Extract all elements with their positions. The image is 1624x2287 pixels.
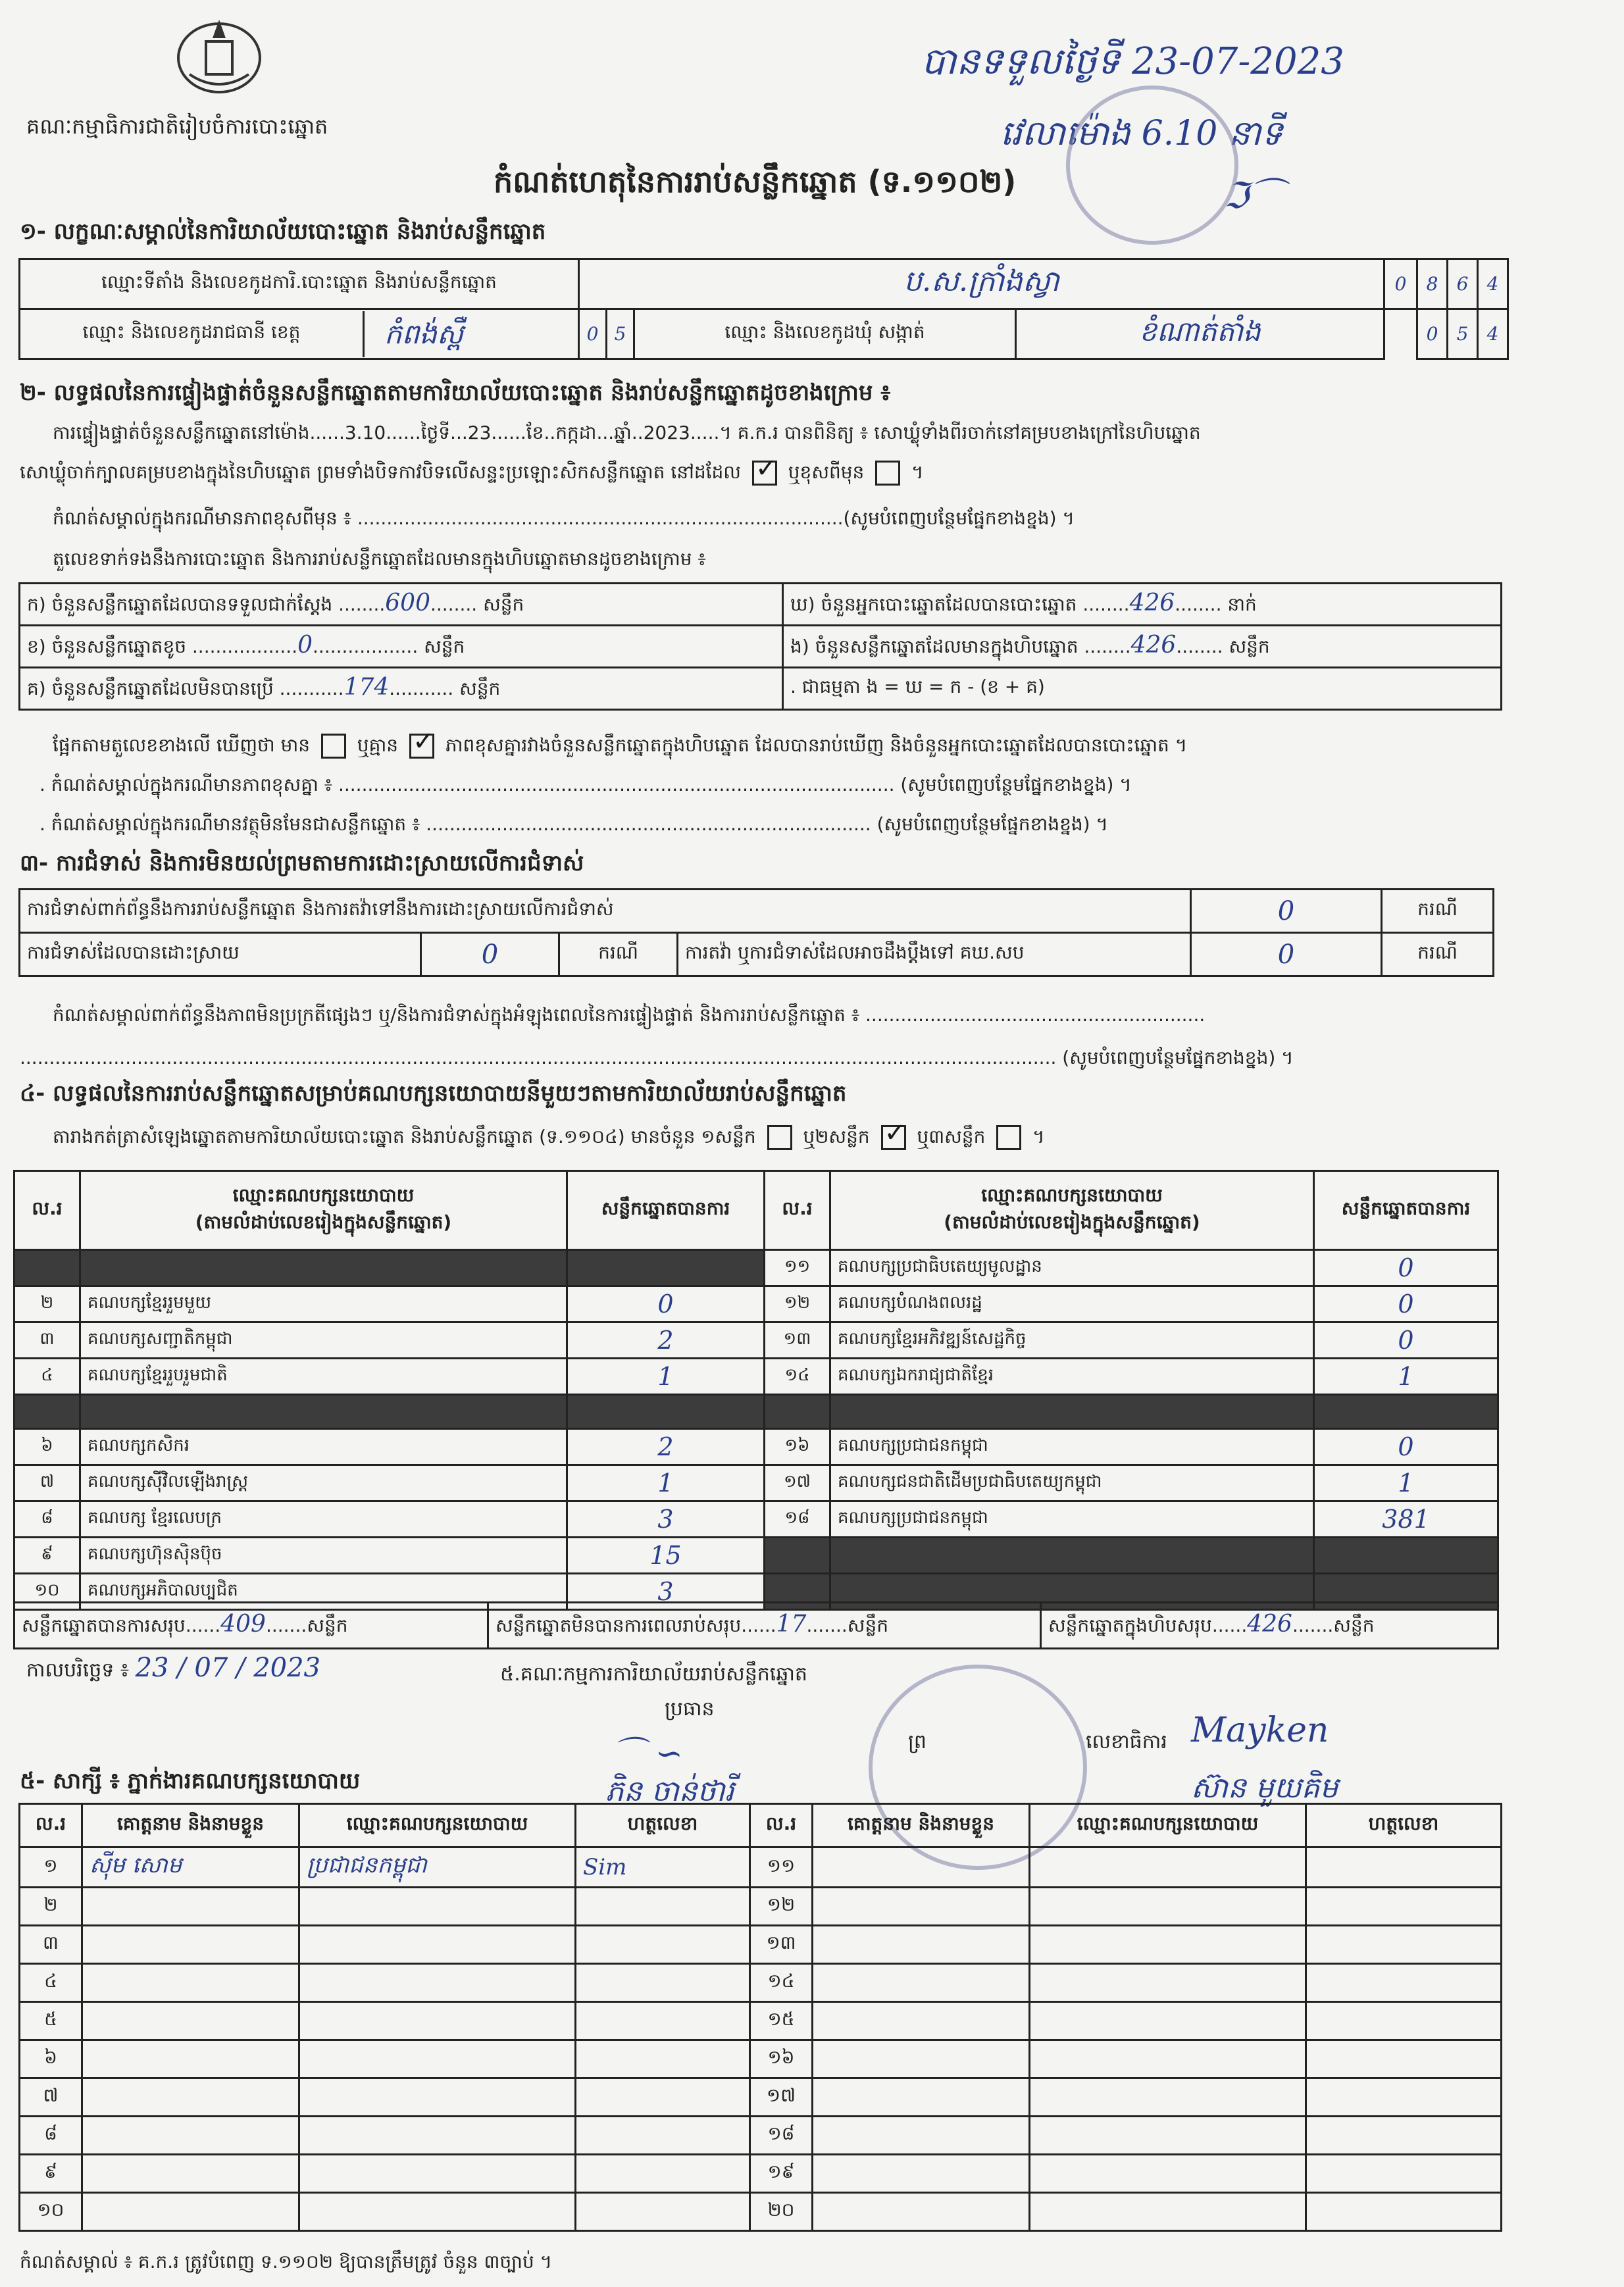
figure-a-value: 600	[385, 589, 430, 616]
result-right-no	[765, 1538, 830, 1574]
president-label: ប្រធាន	[665, 1697, 715, 1721]
secretary-label: លេខាធិការ	[1086, 1730, 1167, 1753]
royal-emblem-icon	[170, 12, 268, 97]
secretary-name: ស៊ាន មួយគិម	[1191, 1771, 1338, 1805]
witness-party[interactable]	[1030, 2002, 1306, 2040]
witness-header-party: ឈ្មោះគណបក្សនយោបាយ	[1030, 1804, 1306, 1847]
province-code-digit: 0	[579, 309, 607, 359]
result-left-name: គណបក្សអភិបាលប្បជិត	[80, 1574, 567, 1610]
result-right-no: ១៣	[765, 1322, 830, 1359]
foreign-object-note: . កំណត់សម្គាល់ក្នុងករណីមានវត្ថុមិនមែនជាសន្លឹកឆ្នោត ៖ ............................................................................ (សូមបំពេញបន្ថែមផ្នែកខាងខ្នង) ។	[39, 813, 1108, 835]
result-left-no: ៨	[14, 1501, 80, 1538]
witness-party[interactable]	[1030, 1926, 1306, 1964]
difference-note: កំណត់សម្គាល់ក្នុងករណីមានភាពខុសពីមុន ៖ ...................................................................................(សូមបំពេញបន្ថែមផ្នែកខាងខ្នង) ។	[53, 507, 1075, 529]
witness-name[interactable]	[813, 2155, 1030, 2193]
witness-no: ៩	[20, 2155, 82, 2193]
result-sheets-line: តារាងកត់ត្រាសំឡេងឆ្នោតតាមការិយាល័យបោះឆ្នោត និងរាប់សន្លឹកឆ្នោត (ទ.១១០៤) មានចំនួន ១សន្លឹក ឬ២សន្លឹក ✓ ឬ៣សន្លឹក ។	[53, 1125, 1045, 1152]
verification-line2: សោឃ្លុំចាក់ក្បាលគម្របខាងក្នុងនៃហិបឆ្នោត ព្រមទាំងបិទកាវបិទលើសន្ទះប្រឡោះសិកសន្លឹកឆ្នោត នៅដដែល ✓ ឬខុសពីមុន ។	[20, 461, 924, 488]
witness-party[interactable]	[299, 2117, 576, 2155]
header-votes: សន្លឹកឆ្នោតបានការ	[1314, 1171, 1498, 1250]
witness-signature[interactable]	[576, 1964, 750, 2002]
result-left-votes: 1	[567, 1359, 765, 1395]
result-left-votes	[567, 1395, 765, 1429]
header-votes: សន្លឹកឆ្នោតបានការ	[567, 1171, 765, 1250]
complaint-row1-label: ការជំទាស់ពាក់ព័ន្ធនឹងការរាប់សន្លឹកឆ្នោត និងការតវ៉ាទៅនឹងការដោះស្រាយលើការជំទាស់	[20, 890, 1191, 933]
commune-label: ឈ្មោះ និងលេខកូដឃុំ សង្កាត់	[634, 309, 1016, 359]
commune-code-digit: 0	[1417, 309, 1448, 359]
witness-no: ១២	[750, 1888, 813, 1926]
witness-name[interactable]	[813, 1847, 1030, 1888]
witness-no: ១៤	[750, 1964, 813, 2002]
witness-header-signature: ហត្ថលេខា	[1306, 1804, 1502, 1847]
province-value: កំពង់ស្ពឺ	[363, 311, 578, 357]
witness-name[interactable]	[82, 2155, 299, 2193]
official-stamp-top	[1066, 86, 1238, 245]
result-right-name	[830, 1395, 1314, 1429]
complaint-row2-label: ការជំទាស់ដែលបានដោះស្រាយ	[20, 933, 421, 976]
witness-header-no: ល.រ	[20, 1804, 82, 1847]
figure-b-value: 0	[297, 631, 313, 659]
commune-value: ខំណាត់តាំង	[1016, 309, 1384, 359]
counting-committee-label: ៥.គណៈកម្មការការិយាល័យរាប់សន្លឹកឆ្នោត	[500, 1663, 807, 1686]
witness-signature[interactable]	[1306, 2078, 1502, 2117]
witness-header-no: ល.រ	[750, 1804, 813, 1847]
irregularity-note: កំណត់សម្គាល់ពាក់ព័ន្ធនឹងភាពមិនប្រក្រតីផ្សេងៗ ឬ/និងការជំទាស់ក្នុងអំឡុងពេលនៃការផ្ទៀងផ្ទាត់ និងការរាប់សន្លឹកឆ្នោត ៖ ..........................................................	[53, 1004, 1205, 1026]
figure-e: ង) ចំនួនសន្លឹកឆ្នោតដែលមានក្នុងហិបឆ្នោត ........426........ សន្លឹក	[783, 626, 1502, 668]
result-left-votes: 3	[567, 1501, 765, 1538]
result-left-name	[80, 1250, 567, 1286]
witness-signature[interactable]	[576, 2193, 750, 2231]
result-right-no: ១៧	[765, 1465, 830, 1501]
witness-table	[18, 1803, 1502, 2232]
witness-signature[interactable]	[576, 2155, 750, 2193]
irregularity-note-end: ................................................................................................................................................................................. (សូមបំពេញបន្ថែមផ្នែកខាងខ្នង) ។	[20, 1047, 1294, 1068]
location-code-digit: 8	[1417, 259, 1448, 309]
witness-party[interactable]	[299, 2078, 576, 2117]
witness-signature[interactable]	[1306, 1888, 1502, 1926]
witness-signature[interactable]	[1306, 2155, 1502, 2193]
result-left-name: គណបក្សកសិករ	[80, 1429, 567, 1465]
witness-party[interactable]	[1030, 2117, 1306, 2155]
witness-name[interactable]	[82, 2117, 299, 2155]
result-right-no	[765, 1395, 830, 1429]
witness-signature[interactable]	[576, 2078, 750, 2117]
complaint-row1-value: 0	[1191, 890, 1382, 933]
witness-name[interactable]	[813, 2040, 1030, 2078]
total-box-value: 426	[1247, 1610, 1292, 1638]
secretary-signature: Mayken	[1191, 1711, 1329, 1750]
party-results-table	[13, 1170, 1499, 1611]
result-left-votes: 1	[567, 1465, 765, 1501]
witness-party[interactable]	[299, 1964, 576, 2002]
figures-intro: តួលេខទាក់ទងនឹងការបោះឆ្នោត និងការរាប់សន្លឹកឆ្នោតដែលមានក្នុងហិបឆ្នោតមានដូចខាងក្រោម ៖	[53, 548, 706, 570]
unit-label: ករណី	[1382, 933, 1494, 976]
president-signature: ⌒ ∽	[612, 1734, 683, 1772]
commune-code-digit: 5	[1448, 309, 1478, 359]
result-left-no: ៧	[14, 1465, 80, 1501]
section1-title: ១- លក្ខណៈសម្គាល់នៃការិយាល័យបោះឆ្នោត និងរាប់សន្លឹកឆ្នោត	[20, 218, 546, 245]
province-code-digit: 5	[607, 309, 634, 359]
result-left-votes: 0	[567, 1286, 765, 1322]
witness-party[interactable]	[1030, 2193, 1306, 2231]
changed-label: ឬខុសពីមុន	[788, 461, 865, 483]
result-left-votes: 2	[567, 1429, 765, 1465]
section5-title: ៥- សាក្សី ៖ ភ្នាក់ងារគណបក្សនយោបាយ	[20, 1768, 361, 1794]
result-right-name: គណបក្សប្រជាធិបតេយ្យមូលដ្ឋាន	[830, 1250, 1314, 1286]
location-code-digit: 0	[1384, 259, 1417, 309]
unit-label: ករណី	[1382, 890, 1494, 933]
same-checkbox[interactable]	[752, 461, 777, 486]
royal-emblem	[170, 12, 268, 97]
result-left-name: គណបក្ស ខ្មែរលេបក្រ	[80, 1501, 567, 1538]
totals-table	[13, 1601, 1499, 1649]
committee-name: គណៈកម្មាធិការជាតិរៀបចំការបោះឆ្នោត	[26, 114, 328, 139]
verification-line1: ការផ្ទៀងផ្ទាត់ចំនួនសន្លឹកឆ្នោតនៅម៉ោង......3.10......ថ្ងៃទី...23......ខែ..កក្កដា...ឆ្នាំ..2023.....។ គ.ក.រ បានពិនិត្យ ៖ សោឃ្លុំទាំងពីរចាក់នៅគម្របខាងក្រៅនៃហិបឆ្នោត	[53, 422, 1201, 443]
result-right-no: ១២	[765, 1286, 830, 1322]
witness-header-party: ឈ្មោះគណបក្សនយោបាយ	[299, 1804, 576, 1847]
witness-signature[interactable]: Sim	[576, 1847, 750, 1888]
witness-no: ៨	[20, 2117, 82, 2155]
one-sheet-checkbox[interactable]	[767, 1125, 792, 1150]
result-right-name: គណបក្សបំណងពលរដ្ឋ	[830, 1286, 1314, 1322]
witness-party[interactable]	[299, 2155, 576, 2193]
witness-no: ២០	[750, 2193, 813, 2231]
witness-party[interactable]	[1030, 1964, 1306, 2002]
witness-name[interactable]	[813, 2078, 1030, 2117]
figure-d-value: 426	[1129, 589, 1175, 616]
witness-party[interactable]	[1030, 2078, 1306, 2117]
witness-signature[interactable]	[1306, 2040, 1502, 2078]
witness-signature[interactable]	[576, 2117, 750, 2155]
witness-name[interactable]: ស៊ីម សោម	[82, 1847, 299, 1888]
witness-party[interactable]	[299, 1888, 576, 1926]
two-sheets-checkbox[interactable]	[881, 1125, 906, 1150]
received-time: វេលាម៉ោង 6.10 នាទី	[1000, 114, 1283, 153]
witness-signature[interactable]	[1306, 2193, 1502, 2231]
result-right-name: គណបក្សឯករាជ្យជាតិខ្មែរ	[830, 1359, 1314, 1395]
result-right-votes: 1	[1314, 1465, 1498, 1501]
section2-title: ២- លទ្ធផលនៃការផ្ទៀងផ្ទាត់ចំនួនសន្លឹកឆ្នោតតាមការិយាល័យបោះឆ្នោត និងរាប់សន្លឹកឆ្នោតដូចខាងក្រោម ៖	[20, 380, 891, 406]
header-party: ឈ្មោះគណបក្សនយោបាយ (តាមលំដាប់លេខរៀងក្នុងសន្លឹកឆ្នោត)	[80, 1171, 567, 1250]
witness-no: ៤	[20, 1964, 82, 2002]
location-code-digit: 4	[1478, 259, 1508, 309]
complaint-row2b-label: ការតវ៉ា ឬការជំទាស់ដែលអាចដឹងប្តឹងទៅ គឃ.សប	[678, 933, 1191, 976]
witness-no: ៣	[20, 1926, 82, 1964]
result-right-name: គណបក្សខ្មែរអភិវឌ្ឍន៍សេដ្ឋកិច្ច	[830, 1322, 1314, 1359]
header-no: ល.រ	[14, 1171, 80, 1250]
result-right-votes: 381	[1314, 1501, 1498, 1538]
complaint-row2b-value: 0	[1191, 933, 1382, 976]
witness-party[interactable]	[299, 2193, 576, 2231]
witness-no: ១៨	[750, 2117, 813, 2155]
header-party: ឈ្មោះគណបក្សនយោបាយ (តាមលំដាប់លេខរៀងក្នុងសន្លឹកឆ្នោត)	[830, 1171, 1314, 1250]
figure-formula: . ជាធម្មតា ង = ឃ = ក - (ខ + គ)	[783, 668, 1502, 710]
witness-signature[interactable]	[1306, 2002, 1502, 2040]
location-value: ប.ស.ក្រាំងស្វា	[579, 259, 1384, 309]
president-name: ភិន ចាន់ថារី	[605, 1774, 734, 1808]
witness-no: ៥	[20, 2002, 82, 2040]
figure-e-value: 426	[1130, 631, 1177, 659]
witness-signature[interactable]	[576, 2040, 750, 2078]
result-left-no	[14, 1395, 80, 1429]
total-valid: សន្លឹកឆ្នោតបានការសរុប......409.......សន្លឹក	[14, 1603, 488, 1649]
total-invalid: សន្លឹកឆ្នោតមិនបានការពេលរាប់សរុប......17.......សន្លឹក	[488, 1603, 1041, 1649]
witness-signature[interactable]	[1306, 1926, 1502, 1964]
result-right-votes	[1314, 1538, 1498, 1574]
result-left-no	[14, 1250, 80, 1286]
result-left-no: ៦	[14, 1429, 80, 1465]
form-title: កំណត់ហេតុនៃការរាប់សន្លឹកឆ្នោត (ទ.១១០២)	[494, 164, 1017, 199]
verification-line2-text: សោឃ្លុំចាក់ក្បាលគម្របខាងក្នុងនៃហិបឆ្នោត ព្រមទាំងបិទកាវបិទលើសន្ទះប្រឡោះសិកសន្លឹកឆ្នោត នៅដដែល	[20, 461, 741, 483]
result-right-no: ១៤	[765, 1359, 830, 1395]
result-left-name	[80, 1395, 567, 1429]
result-left-name: គណបក្សហ៊ុនស៊ិនប៊ុច	[80, 1538, 567, 1574]
discrepancy-note: . កំណត់សម្គាល់ក្នុងករណីមានភាពខុសគ្នា ៖ ............................................................................................... (សូមបំពេញបន្ថែមផ្នែកខាងខ្នង) ។	[39, 774, 1132, 795]
result-right-name: គណបក្សប្រជាជនកម្ពុជា	[830, 1429, 1314, 1465]
result-left-no: ៣	[14, 1322, 80, 1359]
result-right-no: ១១	[765, 1250, 830, 1286]
section4-title: ៤- លទ្ធផលនៃការរាប់សន្លឹកឆ្នោតសម្រាប់គណបក្សនយោបាយនីមួយៗតាមការិយាល័យរាប់សន្លឹកឆ្នោត	[20, 1080, 847, 1107]
witness-no: ៧	[20, 2078, 82, 2117]
result-left-votes: 2	[567, 1322, 765, 1359]
result-right-votes: 0	[1314, 1322, 1498, 1359]
witness-name[interactable]	[813, 1964, 1030, 2002]
ballot-figures-table	[18, 582, 1502, 711]
result-right-votes: 0	[1314, 1250, 1498, 1286]
result-left-no: ៤	[14, 1359, 80, 1395]
total-invalid-value: 17	[776, 1610, 807, 1638]
witness-name[interactable]	[82, 1888, 299, 1926]
figure-d: ឃ) ចំនួនអ្នកបោះឆ្នោតដែលបានបោះឆ្នោត ........426........ នាក់	[783, 584, 1502, 626]
witness-signature[interactable]	[576, 1888, 750, 1926]
witness-name[interactable]	[813, 2193, 1030, 2231]
commune-code-digit: 4	[1478, 309, 1508, 359]
witness-signature[interactable]	[576, 2002, 750, 2040]
witness-signature[interactable]	[1306, 1847, 1502, 1888]
station-info-table	[18, 258, 1509, 360]
witness-header-signature: ហត្ថលេខា	[576, 1804, 750, 1847]
received-note: បានទទួលថ្ងៃទី 23-07-2023	[921, 40, 1344, 83]
result-left-votes	[567, 1250, 765, 1286]
witness-name[interactable]	[813, 2117, 1030, 2155]
result-right-name: គណបក្សជនជាតិដើមប្រជាធិបតេយ្យកម្ពុជា	[830, 1465, 1314, 1501]
result-right-no: ១៦	[765, 1429, 830, 1465]
witness-party[interactable]	[1030, 2040, 1306, 2078]
result-left-no: ១០	[14, 1574, 80, 1610]
location-code-digit: 6	[1448, 259, 1478, 309]
witness-no: ១៧	[750, 2078, 813, 2117]
witness-no: ១៦	[750, 2040, 813, 2078]
result-left-name: គណបក្សសញ្ជាតិកម្ពុជា	[80, 1322, 567, 1359]
witness-party[interactable]	[299, 2040, 576, 2078]
witness-name[interactable]	[813, 2002, 1030, 2040]
changed-checkbox[interactable]	[875, 461, 900, 486]
discrepancy-no-checkbox[interactable]	[409, 734, 434, 759]
witness-header-name: គោត្តនាម និងនាមខ្លួន	[82, 1804, 299, 1847]
result-right-votes: 0	[1314, 1286, 1498, 1322]
witness-no: ១	[20, 1847, 82, 1888]
result-right-no: ១៨	[765, 1501, 830, 1538]
date-value: 23 / 07 / 2023	[135, 1653, 320, 1683]
secretary-prefix: ព្រ	[908, 1730, 926, 1753]
result-left-name: គណបក្សខ្មែររួបរួមជាតិ	[80, 1359, 567, 1395]
figure-c: គ) ចំនួនសន្លឹកឆ្នោតដែលមិនបានប្រើ ...........174........... សន្លឹក	[20, 668, 783, 710]
result-right-name: គណបក្សប្រជាជនកម្ពុជា	[830, 1501, 1314, 1538]
result-left-name: គណបក្សស៊ីវិលឡើងរាស្ត្រ	[80, 1465, 567, 1501]
witness-header-name: គោត្តនាម និងនាមខ្លួន	[813, 1804, 1030, 1847]
province-label: ឈ្មោះ និងលេខកូដរាជធានី ខេត្ត	[82, 321, 301, 343]
figure-b: ខ) ចំនួនសន្លឹកឆ្នោតខូច ..................0.................. សន្លឹក	[20, 626, 783, 668]
witness-name[interactable]	[82, 1926, 299, 1964]
discrepancy-yes-checkbox[interactable]	[321, 734, 346, 759]
witness-party[interactable]: ប្រជាជនកម្ពុជា	[299, 1847, 576, 1888]
date-line: កាលបរិច្ឆេទ ៖ 23 / 07 / 2023	[26, 1653, 320, 1683]
witness-no: ១០	[20, 2193, 82, 2231]
result-left-votes: 3	[567, 1574, 765, 1610]
result-left-no: ៩	[14, 1538, 80, 1574]
total-valid-value: 409	[220, 1610, 266, 1638]
location-label: ឈ្មោះទីតាំង និងលេខកូដការិ.បោះឆ្នោត និងរាប់សន្លឹកឆ្នោត	[20, 259, 579, 309]
witness-no: ២	[20, 1888, 82, 1926]
figure-c-value: 174	[343, 673, 390, 701]
result-right-votes: 0	[1314, 1429, 1498, 1465]
witness-signature[interactable]	[1306, 2117, 1502, 2155]
section3-title: ៣- ការជំទាស់ និងការមិនយល់ព្រមតាមការដោះស្រាយលើការជំទាស់	[20, 850, 584, 876]
result-right-votes	[1314, 1395, 1498, 1429]
witness-party[interactable]	[1030, 2155, 1306, 2193]
witness-party[interactable]	[1030, 1847, 1306, 1888]
result-left-name: គណបក្សខ្មែររួមមួយ	[80, 1286, 567, 1322]
witness-name[interactable]	[82, 1964, 299, 2002]
witness-signature[interactable]	[1306, 1964, 1502, 2002]
witness-no: ១៩	[750, 2155, 813, 2193]
witness-party[interactable]	[299, 2002, 576, 2040]
figure-a: ក) ចំនួនសន្លឹកឆ្នោតដែលបានទទួលជាក់ស្តែង ........600........ សន្លឹក	[20, 584, 783, 626]
total-in-box: សន្លឹកឆ្នោតក្នុងហិបសរុប......426.......សន្លឹក	[1041, 1603, 1498, 1649]
result-right-name	[830, 1538, 1314, 1574]
result-left-votes: 15	[567, 1538, 765, 1574]
witness-party[interactable]	[1030, 1888, 1306, 1926]
header-no: ល.រ	[765, 1171, 830, 1250]
result-right-votes: 1	[1314, 1359, 1498, 1395]
witness-no: ៦	[20, 2040, 82, 2078]
witness-no: ១៥	[750, 2002, 813, 2040]
witness-name[interactable]	[813, 1888, 1030, 1926]
discrepancy-check: ផ្អែកតាមតួលេខខាងលើ ឃើញថា មាន ឬគ្មាន ✓ ភាពខុសគ្នារវាងចំនួនសន្លឹកឆ្នោតក្នុងហិបឆ្នោត ដែលបានរាប់ឃើញ និងចំនួនអ្នកបោះឆ្នោតដែលបានបោះឆ្នោត ។	[53, 734, 1187, 761]
witness-name[interactable]	[82, 2193, 299, 2231]
result-left-no: ២	[14, 1286, 80, 1322]
receiver-signature: ℑ⌒	[1224, 175, 1284, 216]
witness-no: ១៣	[750, 1926, 813, 1964]
witness-name[interactable]	[813, 1926, 1030, 1964]
three-sheets-checkbox[interactable]	[996, 1125, 1021, 1150]
witness-party[interactable]	[299, 1926, 576, 1964]
witness-no: ១១	[750, 1847, 813, 1888]
witness-name[interactable]	[82, 2002, 299, 2040]
witness-name[interactable]	[82, 2078, 299, 2117]
witness-signature[interactable]	[576, 1926, 750, 1964]
footer-note: កំណត់សម្គាល់ ៖ គ.ក.រ ត្រូវបំពេញ ទ.១១០២ ឱ្យបានត្រឹមត្រូវ ចំនួន ៣ច្បាប់ ។	[20, 2251, 553, 2273]
witness-name[interactable]	[82, 2040, 299, 2078]
unit-label: ករណី	[559, 933, 678, 976]
complaints-table	[18, 888, 1494, 977]
complaint-row2-value: 0	[421, 933, 559, 976]
